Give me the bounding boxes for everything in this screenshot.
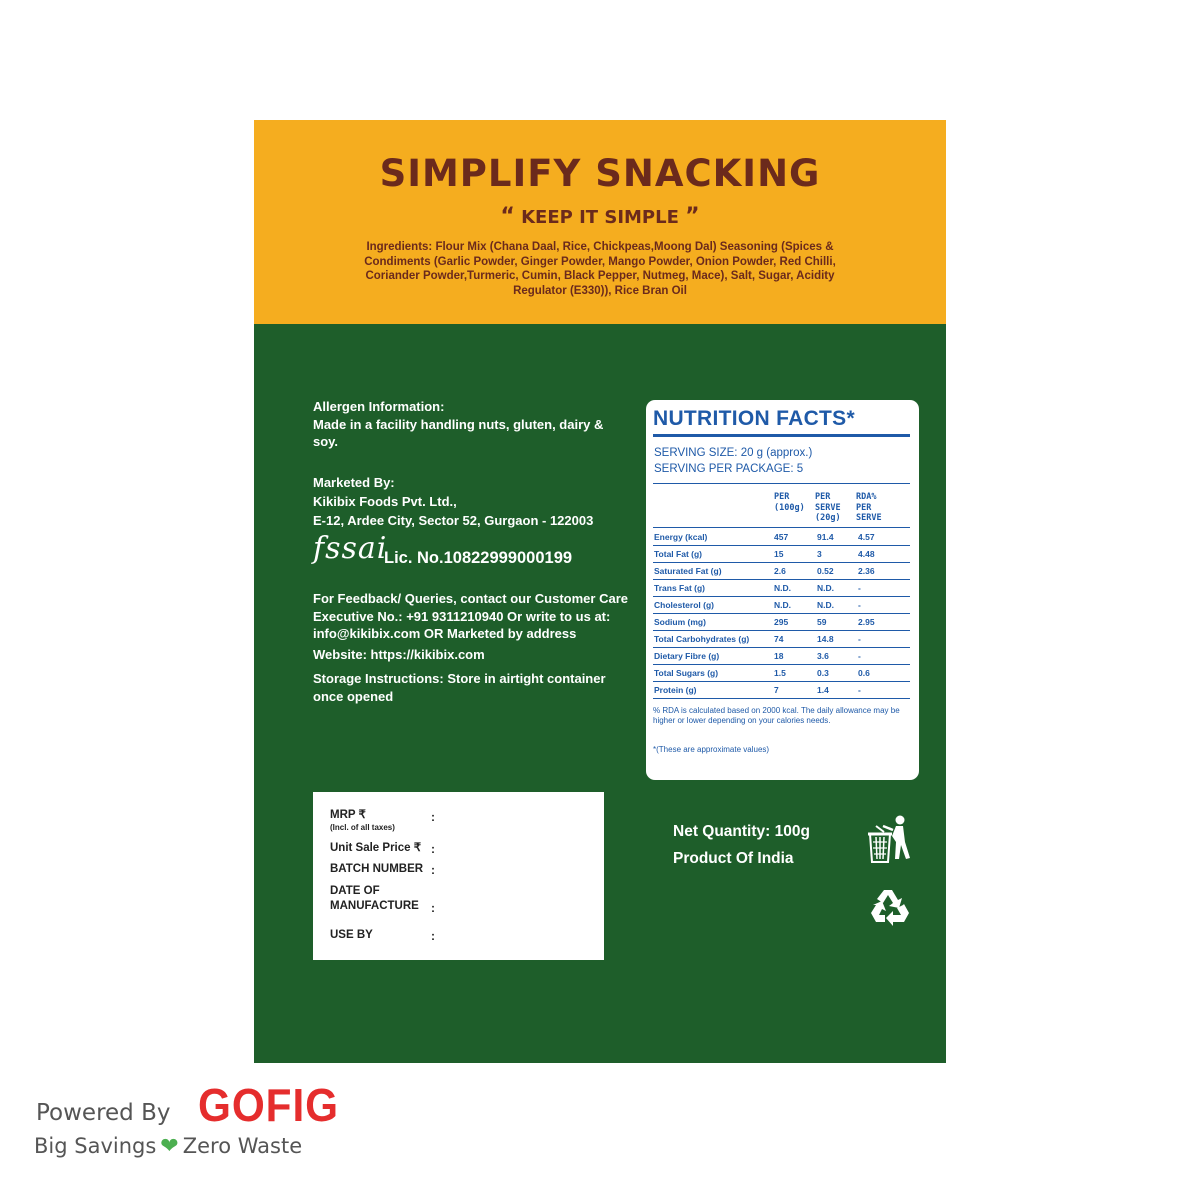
nutrition-row <box>653 665 910 682</box>
zero-waste-text: Zero Waste <box>182 1134 303 1158</box>
big-savings-text: Big Savings <box>34 1134 157 1158</box>
marketed-by <box>313 473 633 530</box>
mrp-colon: : <box>431 810 435 824</box>
nutrition-row <box>653 563 910 580</box>
nutrient-name: Dietary Fibre (g) <box>654 651 720 661</box>
website-text: Website: https://kikibix.com <box>313 647 485 662</box>
mrp-text: MRP ₹ <box>330 809 366 821</box>
nutrition-row <box>653 580 910 597</box>
use-by-label: USE BY <box>330 929 373 941</box>
nutrient-value: N.D. <box>774 583 791 593</box>
column-header-per-100g: PER (100g) <box>774 492 805 513</box>
recycle-icon <box>868 886 912 926</box>
column-header-rda: RDA% PER SERVE <box>856 492 882 523</box>
nutrition-header-rule <box>653 527 910 528</box>
product-pack-back <box>254 120 946 1063</box>
nutrient-name: Sodium (mg) <box>654 617 706 627</box>
nutrient-value: - <box>858 600 861 610</box>
powered-by-text: Powered By <box>36 1100 171 1126</box>
ingredients-text: Ingredients: Flour Mix (Chana Daal, Rice, Chickpeas,Moong Dal) Seasoning (Spices & Condiments (Garlic Powder, Ginger Powder, Mango Powder, Onion Powder, Red Chilli, Coriander Powder,Turmeric, Cumin, Black Pepper, Nutmeg, Mace), Salt, Sugar, Acidity Regulator (E330)), Rice Bran Oil <box>364 241 836 297</box>
mrp-note: (Incl. of all taxes) <box>330 823 395 832</box>
unit-price-label: Unit Sale Price ₹ <box>330 842 422 854</box>
nutrient-value: 1.4 <box>817 685 829 695</box>
nutrient-value: N.D. <box>817 583 834 593</box>
nutrient-value: 14.8 <box>817 634 834 644</box>
nutrition-row <box>653 597 910 614</box>
manufacture-colon: : <box>431 901 435 915</box>
fssai-logo: fssai <box>313 531 388 566</box>
top-band <box>254 120 946 324</box>
mrp-box <box>313 792 604 960</box>
batch-colon: : <box>431 863 435 877</box>
marketed-title: Marketed By: <box>313 475 395 490</box>
nutrient-name: Cholesterol (g) <box>654 600 714 610</box>
nutrition-row <box>653 529 910 546</box>
feedback-text: For Feedback/ Queries, contact our Customer Care Executive No.: +91 9311210940 Or write to us at: info@kikibix.com OR Marketed by address <box>313 591 628 641</box>
nutrient-name: Trans Fat (g) <box>654 583 706 593</box>
nutrition-title-rule <box>653 434 910 437</box>
serving-info <box>654 445 812 477</box>
column-header-per-serve: PER SERVE (20g) <box>815 492 841 523</box>
tagline-close-quote: ” <box>685 204 700 229</box>
nutrition-row <box>653 631 910 648</box>
nutrient-value: - <box>858 583 861 593</box>
brand-tagline <box>34 1134 302 1159</box>
trash-bin-icon <box>866 812 916 872</box>
nutrient-value: 59 <box>817 617 827 627</box>
nutrient-value: 457 <box>774 532 789 542</box>
nutrient-name: Total Carbohydrates (g) <box>654 634 750 644</box>
nutrition-row <box>653 682 910 699</box>
storage-instructions: Storage Instructions: Store in airtight container once opened <box>313 671 606 704</box>
nutrition-table <box>653 529 910 699</box>
manufacture-label <box>330 884 419 914</box>
nutrient-value: 18 <box>774 651 784 661</box>
nutrient-value: 15 <box>774 549 784 559</box>
nutrition-title: NUTRITION FACTS* <box>653 407 855 430</box>
date-of-text: DATE OF <box>330 885 380 897</box>
nutrient-value: - <box>858 634 861 644</box>
nutrient-value: 3.6 <box>817 651 829 661</box>
allergen-title: Allergen Information: <box>313 399 445 414</box>
nutrient-value: 295 <box>774 617 789 627</box>
nutrient-value: 1.5 <box>774 668 786 678</box>
nutrient-value: 0.3 <box>817 668 829 678</box>
nutrition-row <box>653 546 910 563</box>
product-origin: Product Of India <box>673 850 794 867</box>
license-number: Lic. No.10822999000199 <box>384 549 573 567</box>
heart-icon: ❤ <box>160 1134 179 1159</box>
nutrient-name: Total Sugars (g) <box>654 668 719 678</box>
nutrient-name: Total Fat (g) <box>654 549 702 559</box>
nutrient-value: - <box>858 651 861 661</box>
nutrition-row <box>653 648 910 665</box>
nutrient-value: 0.6 <box>858 668 870 678</box>
nutrient-value: - <box>858 685 861 695</box>
servings-per-package: SERVING PER PACKAGE: 5 <box>654 463 804 475</box>
nutrient-value: 0.52 <box>817 566 834 576</box>
nutrient-name: Protein (g) <box>654 685 697 695</box>
batch-label: BATCH NUMBER <box>330 863 424 875</box>
nutrient-value: 2.6 <box>774 566 786 576</box>
nutrient-value: 7 <box>774 685 779 695</box>
allergen-text: Made in a facility handling nuts, gluten, dairy & soy. <box>313 416 604 449</box>
nutrient-value: 4.57 <box>858 532 875 542</box>
unit-price-colon: : <box>431 842 435 856</box>
tagline-text: KEEP IT SIMPLE <box>521 207 679 228</box>
brand-footer <box>34 1078 339 1168</box>
marketed-company: Kikibix Foods Pvt. Ltd., <box>313 494 457 509</box>
serving-size: SERVING SIZE: 20 g (approx.) <box>654 447 813 459</box>
fssai-license <box>313 531 633 580</box>
tagline-open-quote: “ <box>500 204 515 229</box>
approximate-note: *(These are approximate values) <box>653 745 770 754</box>
net-quantity: Net Quantity: 100g <box>673 823 810 840</box>
gofig-logo: GOFIG <box>198 1079 339 1131</box>
nutrient-name: Energy (kcal) <box>654 532 708 542</box>
nutrient-value: 3 <box>817 549 822 559</box>
nutrition-divider <box>653 483 910 484</box>
nutrient-value: 2.36 <box>858 566 875 576</box>
use-by-colon: : <box>431 929 435 943</box>
nutrient-value: 74 <box>774 634 784 644</box>
rda-footnote: % RDA is calculated based on 2000 kcal. The daily allowance may be higher or lower depending on your calories needs. <box>653 706 900 725</box>
tagline <box>254 204 946 229</box>
product-quantity-info <box>673 818 810 872</box>
nutrient-value: N.D. <box>774 600 791 610</box>
nutrient-value: 2.95 <box>858 617 875 627</box>
allergen-info <box>313 398 618 451</box>
mrp-label <box>330 808 395 833</box>
nutrient-value: 91.4 <box>817 532 834 542</box>
nutrient-value: 4.48 <box>858 549 875 559</box>
nutrition-row <box>653 614 910 631</box>
marketed-address: E-12, Ardee City, Sector 52, Gurgaon - 122003 <box>313 513 594 528</box>
manufacture-text: MANUFACTURE <box>330 900 419 912</box>
headline: SIMPLIFY SNACKING <box>379 152 821 195</box>
nutrient-name: Saturated Fat (g) <box>654 566 722 576</box>
nutrient-value: N.D. <box>817 600 834 610</box>
nutrition-facts-panel <box>646 400 919 780</box>
